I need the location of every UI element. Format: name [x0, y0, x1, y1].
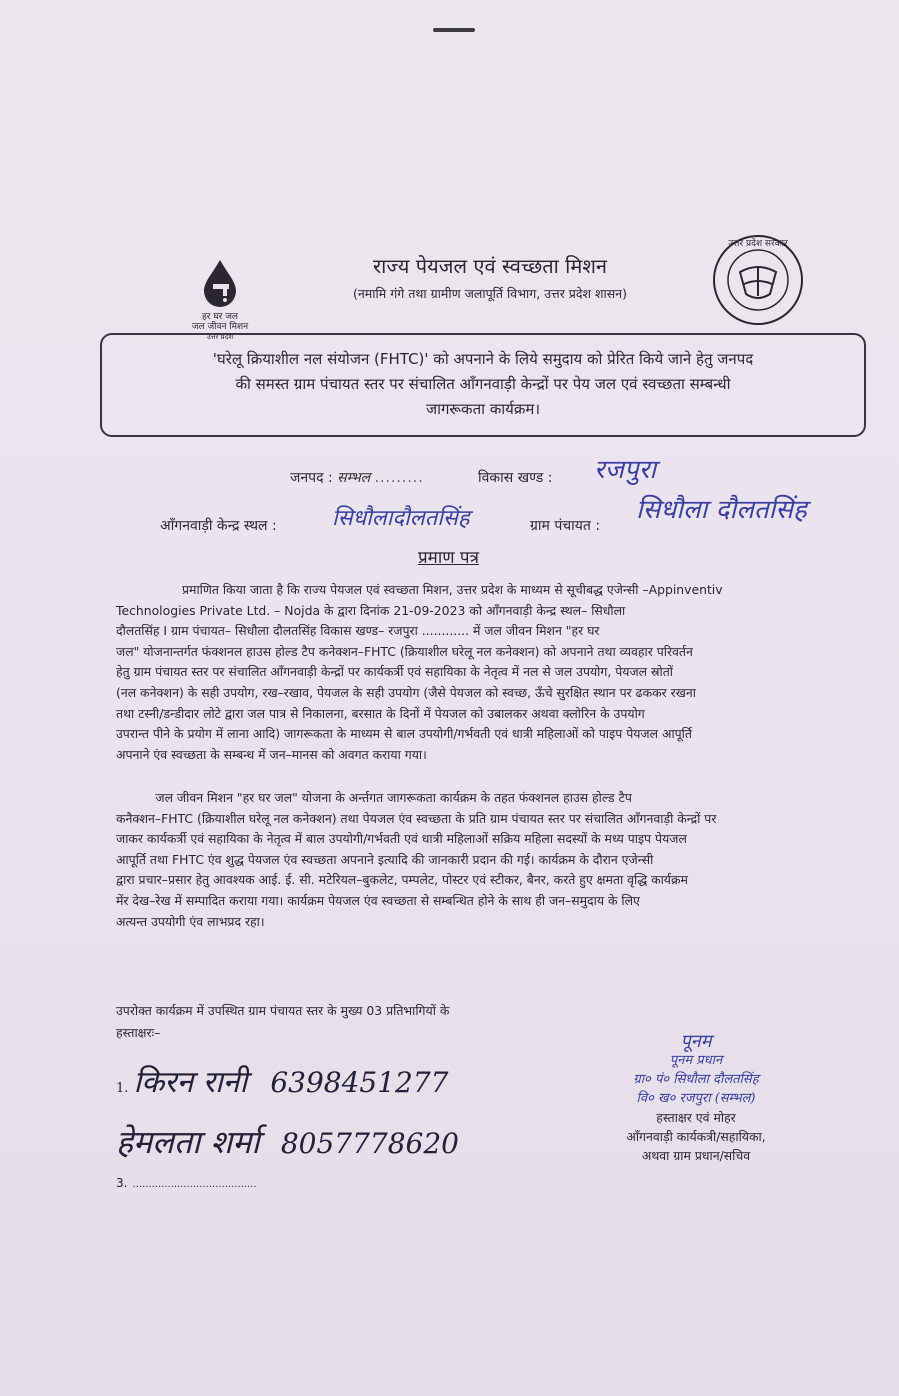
certificate-title: प्रमाण पत्र — [418, 548, 479, 568]
stamp-line: ग्रा० पं० सिधौला दौलतसिंह — [633, 1072, 759, 1087]
har-ghar-jal-logo — [180, 258, 260, 342]
p1-line: हेतु ग्राम पंचायत स्तर पर संचालित आँगनवाड़ी केन्द्रों पर कार्यकर्त्री एवं सहायिका के नेतृत्व में नल से जल उपयोग, पेयजल स्रोतों — [116, 664, 673, 680]
letterhead — [280, 252, 700, 302]
p2-line: आपूर्ति तथा FHTC एंव शुद्ध पेयजल एंव स्वच्छता अपनाने इत्यादि की जानकारी प्रदान की गई। कार्यक्रम के दौरान एजेन्सी — [116, 851, 654, 867]
emblem-text: उत्तर प्रदेश सरकार — [728, 239, 788, 249]
panchayat-value: सिधौला दौलतसिंह — [636, 495, 807, 525]
center-value: सिधौलादौलतसिंह — [332, 506, 470, 531]
p1-line: (नल कनेक्शन) के सही उपयोग, रख–रखाव, पेयजल के सही उपयोग (जैसे पेयजल को स्वच्छ, ऊँचे सुरक्षित स्थान पर ढककर रखना — [116, 684, 696, 700]
district-field: जनपद : सम्भल ......... — [290, 470, 424, 486]
p1-line: अपनाने एंव स्वच्छता के सम्बन्ध में जन–मानस को अवगत कराया गया। — [116, 746, 427, 762]
signatures-intro-line: उपरोक्त कार्यक्रम में उपस्थित ग्राम पंचायत स्तर के मुख्य 03 प्रतिभागियों के — [116, 1003, 450, 1018]
logo-caption-1: हर घर जल — [202, 312, 238, 322]
center-field — [160, 516, 277, 535]
center-label: आँगनवाड़ी केन्द्र स्थल : — [160, 518, 277, 534]
signature-number: 1. — [116, 1081, 129, 1096]
signatures-intro — [116, 1000, 536, 1044]
signature-number: 3. — [116, 1176, 128, 1190]
block-label: विकास खण्ड : — [478, 470, 553, 486]
up-government-emblem-icon — [710, 232, 806, 328]
p1-line: प्रमाणित किया जाता है कि राज्य पेयजल एवं स्वच्छता मिशन, उत्तर प्रदेश के माध्यम से सूचीबद्ध एजेन्सी –Appinventiv — [182, 582, 723, 597]
signatures-intro-line: हस्ताक्षरः– — [116, 1025, 161, 1040]
p1-line: उपरान्त पीने के प्रयोग में लाना आदि) जागरूकता के माध्यम से बाल उपयोगी/गर्भवती एवं धात्री महिलाओं को पाइप पेयजल आपूर्ति — [116, 726, 692, 742]
letterhead-subtitle: (नमामि गंगे तथा ग्रामीण जलापूर्ति विभाग, उत्तर प्रदेश शासन) — [352, 286, 627, 301]
program-line-1: 'घरेलू क्रियाशील नल संयोजन (FHTC)' को अपनाने के लिये समुदाय को प्रेरित किये जाने हेतु जनपद — [212, 350, 754, 368]
district-label: जनपद : — [290, 470, 333, 486]
paragraph-1 — [116, 580, 868, 765]
water-drop-tap-icon — [198, 258, 242, 308]
p2-line: जल जीवन मिशन "हर घर जल" योजना के अर्न्तगत जागरूकता कार्यक्रम के तहत फंक्शनल हाउस होल्ड टैप — [116, 790, 632, 805]
signature-name: हेमलता शर्मा — [116, 1123, 260, 1161]
p2-line: जाकर कार्यकर्त्री एवं सहायिका के नेतृत्व में बाल उपयोगी/गर्भवती एवं धात्री महिलाओं सक्रिय महिला सदस्यों के मध्य पाइप पेयजल — [116, 831, 687, 847]
p2-line: द्वारा प्रचार–प्रसार हेतु आवश्यक आई. ई. सी. मटेरियल–बुकलेट, पम्पलेट, पोस्टर एवं स्टीकर, बैनर, करते हुए क्षमता वृद्धि कार्यक्रम — [116, 872, 688, 888]
authority-line: हस्ताक्षर एवं मोहर — [656, 1110, 736, 1125]
p1-line: जल" योजनान्तर्गत फंक्शनल हाउस होल्ड टैप कनेक्शन–FHTC (क्रियाशील घरेलू नल कनेक्शन) को अपनाने तथा व्यवहार परिवर्तन — [116, 643, 693, 659]
logo-caption-3: उत्तर प्रदेश — [206, 333, 234, 341]
program-line-3: जागरूकता कार्यक्रम। — [425, 400, 541, 418]
paragraph-2 — [116, 788, 868, 932]
p1-line: तथा टस्नी/डन्डीदार लोटे द्वारा जल पात्र से निकालना, बरसात के दिनों में पेयजल को उबालकर अथवा क्लोरिन के उपयोग — [116, 705, 645, 721]
p2-line: मेंर देख–रेख में सम्पादित कराया गया। कार्यक्रम पेयजल एंव स्वच्छता से सम्बन्धित होने के साथ ही जन–समुदाय के लिए — [116, 892, 640, 908]
pradhan-signature: पूनम — [680, 1031, 712, 1052]
signature-blank: ....................................... — [132, 1179, 257, 1190]
stamp-line: वि० ख० रजपुरा (सम्भल) — [636, 1091, 756, 1106]
top-mark — [433, 28, 475, 32]
block-value: रजपुरा — [594, 455, 657, 485]
p1-line: Technologies Private Ltd. – Nojda के द्वारा दिनांक 21-09-2023 को आँगनवाड़ी केन्द्र स्थल– सिधौला — [116, 602, 626, 618]
signature-name: किरन रानी — [133, 1065, 248, 1100]
block-field — [478, 468, 552, 487]
p1-line: दौलतसिंह I ग्राम पंचायत– सिधौला दौलतसिंह विकास खण्ड– रजपुरा ............ में जल जीवन मिशन "हर घर — [116, 623, 600, 639]
letterhead-title: राज्य पेयजल एवं स्वच्छता मिशन — [372, 254, 608, 278]
program-title-box — [100, 333, 866, 437]
logo-caption-2: जल जीवन मिशन — [191, 322, 249, 332]
panchayat-field — [530, 516, 600, 535]
district-value: सम्भल — [337, 470, 371, 486]
program-line-2: की समस्त ग्राम पंचायत स्तर पर संचालित आँगनवाड़ी केन्द्रों पर पेय जल एवं स्वच्छता सम्बन्धी — [235, 375, 731, 393]
signature-row-1 — [116, 1060, 448, 1101]
p2-line: कनैक्शन–FHTC (क्रियाशील घरेलू नल कनेक्शन) तथा पेयजल एंव स्वच्छता के प्रति ग्राम पंचायत स्तर पर संचालित आँगनवाड़ी केन्द्रों पर — [116, 810, 717, 826]
p2-line: अत्यन्त उपयोगी एंव लाभप्रद रहा। — [116, 913, 265, 929]
signature-phone: 6398451277 — [270, 1066, 449, 1099]
authority-line: आँगनवाड़ी कार्यकत्री/सहायिका, — [626, 1129, 766, 1144]
stamp-block — [596, 1032, 796, 1165]
stamp-line: पूनम प्रधान — [669, 1053, 723, 1068]
signature-phone: 8057778620 — [280, 1127, 459, 1160]
authority-line: अथवा ग्राम प्रधान/सचिव — [641, 1148, 751, 1163]
signature-row-2 — [116, 1120, 459, 1163]
signature-row-3 — [116, 1172, 257, 1191]
panchayat-label: ग्राम पंचायत : — [530, 518, 601, 534]
